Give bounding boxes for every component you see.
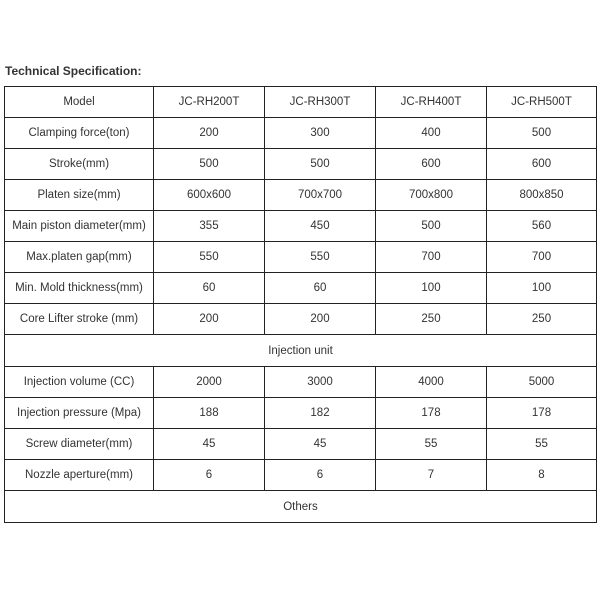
table-cell: 500 xyxy=(376,211,487,242)
table-cell: 600 xyxy=(376,149,487,180)
row-label: Stroke(mm) xyxy=(5,149,154,180)
table-cell: 5000 xyxy=(487,367,597,398)
model-header: JC-RH400T xyxy=(376,87,487,118)
table-cell: 4000 xyxy=(376,367,487,398)
model-header: JC-RH200T xyxy=(154,87,265,118)
table-row xyxy=(5,367,597,398)
table-cell: 400 xyxy=(376,118,487,149)
table-cell: 700 xyxy=(376,242,487,273)
table-cell: 2000 xyxy=(154,367,265,398)
table-cell: 550 xyxy=(154,242,265,273)
row-label: Injection volume (CC) xyxy=(5,367,154,398)
table-cell: 188 xyxy=(154,398,265,429)
table-cell: 560 xyxy=(487,211,597,242)
table-cell: 500 xyxy=(265,149,376,180)
table-cell: 6 xyxy=(154,460,265,491)
table-cell: 100 xyxy=(487,273,597,304)
section-row-injection xyxy=(5,335,597,367)
table-row xyxy=(5,242,597,273)
table-row xyxy=(5,180,597,211)
table-cell: 100 xyxy=(376,273,487,304)
table-cell: 250 xyxy=(376,304,487,335)
table-cell: 700x800 xyxy=(376,180,487,211)
table-cell: 55 xyxy=(376,429,487,460)
table-cell: 600 xyxy=(487,149,597,180)
table-cell: 550 xyxy=(265,242,376,273)
table-cell: 700 xyxy=(487,242,597,273)
row-label: Max.platen gap(mm) xyxy=(5,242,154,273)
table-cell: 700x700 xyxy=(265,180,376,211)
row-label: Injection pressure (Mpa) xyxy=(5,398,154,429)
page-title: Technical Specification: xyxy=(5,64,142,78)
table-cell: 450 xyxy=(265,211,376,242)
table-cell: 6 xyxy=(265,460,376,491)
table-cell: 60 xyxy=(154,273,265,304)
model-header: JC-RH500T xyxy=(487,87,597,118)
section-title-injection: Injection unit xyxy=(5,335,597,367)
table-cell: 60 xyxy=(265,273,376,304)
table-cell: 45 xyxy=(265,429,376,460)
table-cell: 200 xyxy=(154,118,265,149)
table-cell: 500 xyxy=(154,149,265,180)
table-row xyxy=(5,211,597,242)
row-label: Nozzle aperture(mm) xyxy=(5,460,154,491)
row-label: Min. Mold thickness(mm) xyxy=(5,273,154,304)
row-label: Core Lifter stroke (mm) xyxy=(5,304,154,335)
table-cell: 7 xyxy=(376,460,487,491)
table-row xyxy=(5,429,597,460)
table-cell: 200 xyxy=(265,304,376,335)
section-title-others: Others xyxy=(5,491,597,523)
row-label: Main piston diameter(mm) xyxy=(5,211,154,242)
table-row xyxy=(5,118,597,149)
table-cell: 500 xyxy=(487,118,597,149)
table-row xyxy=(5,398,597,429)
table-row xyxy=(5,304,597,335)
table-cell: 600x600 xyxy=(154,180,265,211)
table-row xyxy=(5,149,597,180)
row-label: Platen size(mm) xyxy=(5,180,154,211)
table-header-row xyxy=(5,87,597,118)
table-cell: 300 xyxy=(265,118,376,149)
table-cell: 200 xyxy=(154,304,265,335)
section-row-others xyxy=(5,491,597,523)
table-cell: 355 xyxy=(154,211,265,242)
table-cell: 55 xyxy=(487,429,597,460)
table-row xyxy=(5,273,597,304)
table-cell: 182 xyxy=(265,398,376,429)
table-cell: 178 xyxy=(376,398,487,429)
table-cell: 3000 xyxy=(265,367,376,398)
table-row xyxy=(5,460,597,491)
table-cell: 8 xyxy=(487,460,597,491)
header-label: Model xyxy=(5,87,154,118)
table-cell: 250 xyxy=(487,304,597,335)
table-cell: 45 xyxy=(154,429,265,460)
table-cell: 800x850 xyxy=(487,180,597,211)
model-header: JC-RH300T xyxy=(265,87,376,118)
spec-table xyxy=(4,86,597,523)
row-label: Screw diameter(mm) xyxy=(5,429,154,460)
row-label: Clamping force(ton) xyxy=(5,118,154,149)
table-cell: 178 xyxy=(487,398,597,429)
